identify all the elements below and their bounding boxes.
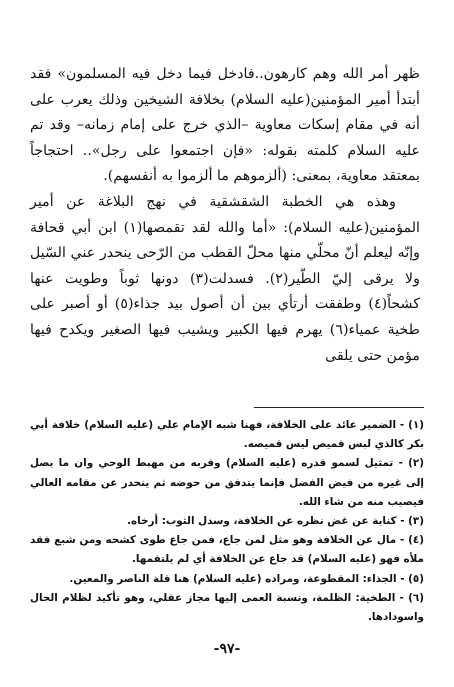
footnote-separator bbox=[254, 407, 424, 408]
page-number: -٩٧- bbox=[213, 641, 241, 657]
footnote: (١) - الضمير عائد على الخلافة، فهنا شبه الإمام علي (عليه السلام) خلافة أبي بكر كالذي لبس قميص ليس قميصه. bbox=[30, 419, 424, 451]
main-text bbox=[30, 62, 420, 369]
footnote: (٦) - الطخية: الظلمة، ونسبة العمى إليها مجاز عقلي، وهو تأكيد لظلام الحال واسودادها. bbox=[30, 591, 424, 624]
footnote: (٤) - مال عن الخلافة وهو مثل لمن جاع، فمن جاع طوى كشحه ومن شبع فقد ملأه فهو (عليه السلام) قد جاع عن الخلافة أي لم يلتقمها. bbox=[30, 534, 424, 566]
paragraph: وهذه هي الخطبة الشقشقية في نهج البلاغة عن أمير المؤمنين(عليه السلام): «أما والله لقد تقمصها(١) ابن أبي قحافة وإنّه ليعلم أنّ محلّي منها محلّ القطب من الرّحى ينحدر عني السّيل ولا يرقى إليّ الطّير(٢). فسدلت(٣) دونها ثوباً وطويت عنها كشحاً(٤) وطفقت أرتأي بين أن أصول بيد جذاء(٥) أو أصبر على طخية عمياء(٦) يهرم فيها الكبير ويشيب فيها الصغير ويكدح فيها مؤمن حتى يلقى bbox=[30, 193, 421, 364]
footnote: (٥) - الجذاء: المقطوعة، ومراده (عليه السلام) هنا قلة الناصر والمعين. bbox=[69, 572, 424, 585]
footnote: (٣) - كناية عن غض نظره عن الخلافة، وسدل الثوب: أرخاه. bbox=[127, 515, 424, 528]
footnote: (٢) - تمثيل لسمو قدره (عليه السلام) وقربه من مهبط الوحي وان ما يصل إلى غيره من فيض الفضل فإنما يتدفق من حوضه ثم ينحدر عن مقامه العالي فيصيب منه من شاء الله. bbox=[30, 457, 424, 508]
paragraph: ظهر أمر الله وهم كارهون..فادخل فيما دخل فيه المسلمون» فقد أبتدأ أمير المؤمنين(عليه السلام) بخلافة الشيخين وذلك يعرب على أنه في مقام إسكات معاوية –الذي خرج على إمام زمانه– وقد تم عليه السلام كلمته بقوله: «فإن اجتمعوا على رجل».. احتجاجاً بمعتقد معاوية، بمعنى: (ألزموهم ما ألزموا به أنفسهم). bbox=[30, 66, 420, 185]
footnotes bbox=[30, 416, 424, 627]
